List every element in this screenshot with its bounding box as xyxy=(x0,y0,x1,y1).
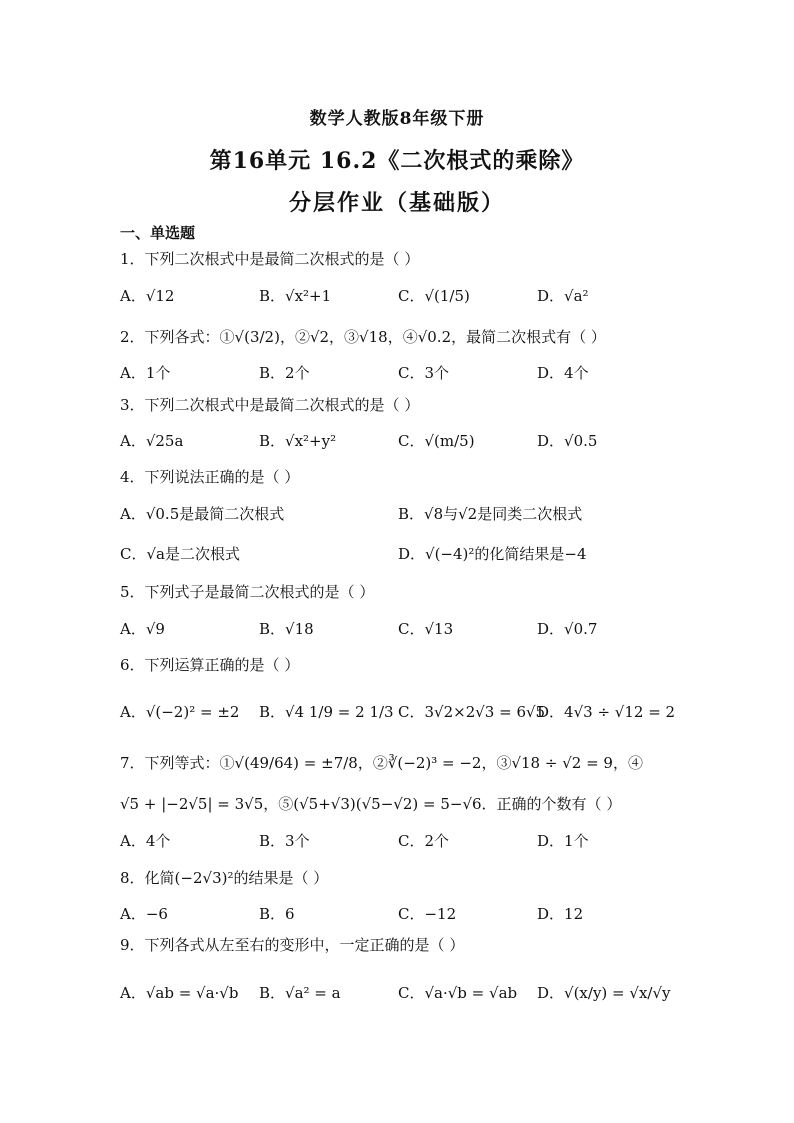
question-2-options xyxy=(120,362,680,384)
q8-option-c: C．−12 xyxy=(398,905,457,923)
q6-option-a: A．√(−2)² = ±2 xyxy=(120,703,240,721)
question-8-stem: 8．化简(−2√3)²的结果是（ ） xyxy=(120,869,329,887)
question-3-options xyxy=(120,430,680,452)
question-5-stem: 5．下列式子是最简二次根式的是（ ） xyxy=(120,583,375,601)
q1-option-b: B．√x²+1 xyxy=(259,287,332,305)
q8-option-d: D．12 xyxy=(537,905,584,923)
q3-option-a: A．√25a xyxy=(120,432,184,450)
q1-option-c: C．√(1/5) xyxy=(398,287,470,305)
q2-option-c: C．3个 xyxy=(398,364,450,382)
q4-option-c: C．√a是二次根式 xyxy=(120,545,240,563)
q8-option-a: A．−6 xyxy=(120,905,168,923)
q4-option-d: D．√(−4)²的化简结果是−4 xyxy=(398,545,587,563)
q7-option-b: B．3个 xyxy=(259,832,310,850)
q9-option-a: A．√ab = √a·√b xyxy=(120,984,239,1002)
question-3-stem: 3．下列二次根式中是最简二次根式的是（ ） xyxy=(120,396,420,414)
q7-option-a: A．4个 xyxy=(120,832,171,850)
question-9-stem: 9．下列各式从左至右的变形中，一定正确的是（ ） xyxy=(120,936,465,954)
question-7-stem-continued: √5 + |−2√5| = 3√5，⑤(√5+√3)(√5−√2) = 5−√6．正确的个数有（ ） xyxy=(120,795,622,813)
q3-option-c: C．√(m/5) xyxy=(398,432,475,450)
header-homework-title: 分层作业（基础版） xyxy=(288,190,505,216)
q4-option-b: B．√8与√2是同类二次根式 xyxy=(398,505,583,523)
q2-option-b: B．2个 xyxy=(259,364,310,382)
question-7-stem: 7．下列等式：①√(49/64) = ±7/8，②∛(−2)³ = −2，③√18 ÷ √2 = 9，④ xyxy=(120,754,643,772)
q5-option-b: B．√18 xyxy=(259,620,314,638)
q2-option-a: A．1个 xyxy=(120,364,171,382)
question-1-options xyxy=(120,285,680,307)
q1-option-a: A．√12 xyxy=(120,287,175,305)
q5-option-a: A．√9 xyxy=(120,620,165,638)
question-4-stem: 4．下列说法正确的是（ ） xyxy=(120,468,300,486)
question-4-options-row1 xyxy=(120,503,680,525)
q5-option-d: D．√0.7 xyxy=(537,620,598,638)
q9-option-b: B．√a² = a xyxy=(259,984,341,1002)
header-unit-title: 第16单元 16.2《二次根式的乘除》 xyxy=(209,148,585,174)
q1-option-d: D．√a² xyxy=(537,287,589,305)
question-2-stem: 2．下列各式：①√(3/2)，②√2，③√18，④√0.2，最简二次根式有（ ） xyxy=(120,328,606,346)
q5-option-c: C．√13 xyxy=(398,620,454,638)
question-5-options xyxy=(120,618,680,640)
q8-option-b: B．6 xyxy=(259,905,295,923)
question-9-options xyxy=(120,982,680,1004)
q7-option-d: D．1个 xyxy=(537,832,589,850)
q6-option-d: D．4√3 ÷ √12 = 2 xyxy=(537,703,676,721)
header-subject: 数学人教版8年级下册 xyxy=(309,109,485,129)
q6-option-c: C．3√2×2√3 = 6√5 xyxy=(398,703,546,721)
q7-option-c: C．2个 xyxy=(398,832,450,850)
q9-option-c: C．√a·√b = √ab xyxy=(398,984,518,1002)
q3-option-d: D．√0.5 xyxy=(537,432,598,450)
q9-option-d: D．√(x/y) = √x/√y xyxy=(537,984,671,1002)
section-heading: 一、单选题 xyxy=(120,224,196,242)
question-4-options-row2 xyxy=(120,543,680,565)
question-8-options xyxy=(120,903,680,925)
question-1-stem: 1．下列二次根式中是最简二次根式的是（ ） xyxy=(120,250,420,268)
question-7-options xyxy=(120,830,680,852)
q3-option-b: B．√x²+y² xyxy=(259,432,337,450)
q2-option-d: D．4个 xyxy=(537,364,589,382)
question-6-stem: 6．下列运算正确的是（ ） xyxy=(120,656,300,674)
question-6-options xyxy=(120,701,680,723)
q4-option-a: A．√0.5是最简二次根式 xyxy=(120,505,285,523)
q6-option-b: B．√4 1/9 = 2 1/3 xyxy=(259,703,394,721)
